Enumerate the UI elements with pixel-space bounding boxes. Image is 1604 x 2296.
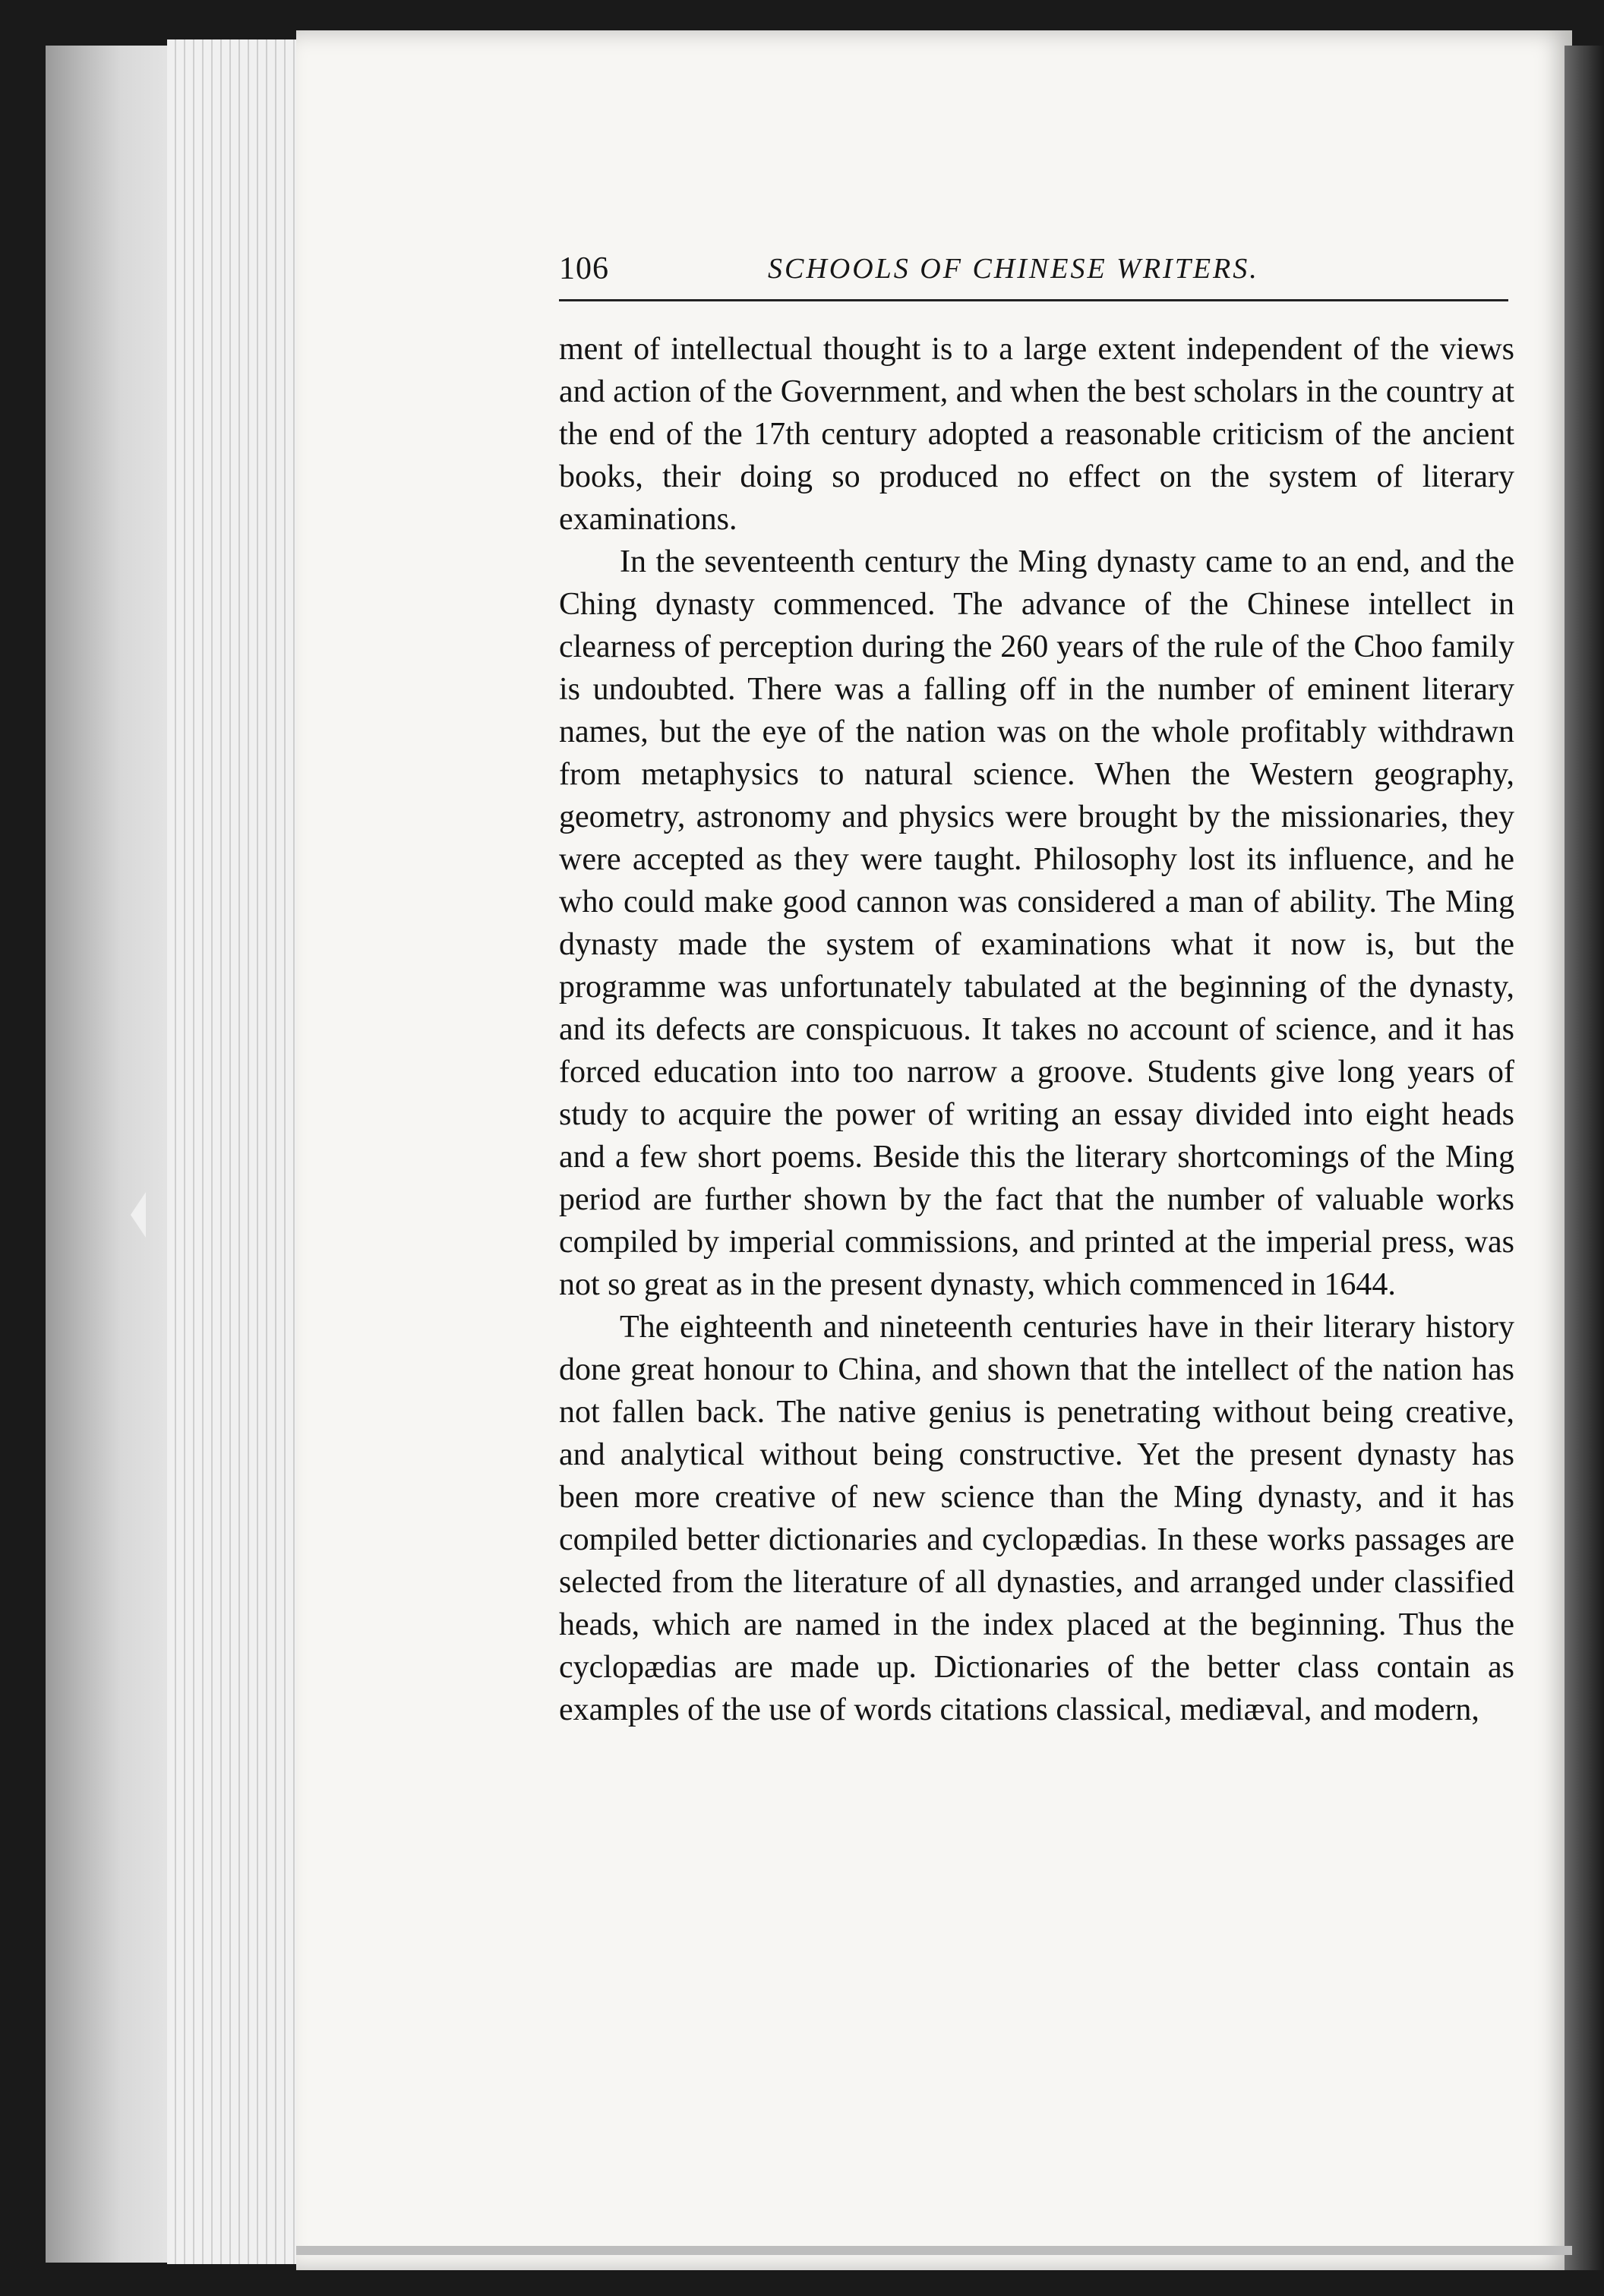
header-rule — [559, 299, 1508, 301]
page-bottom-edge — [296, 2246, 1572, 2255]
paragraph-1: ment of intellectual thought is to a large extent independent of the views and action of the Government, and when the best scholars in the country at the end of the 17th century adopted a reasonable criticism of the ancient books, their doing so produced no effect on the system of literary examinations. — [559, 332, 1514, 537]
running-head — [559, 241, 1507, 296]
paragraph-2: In the seventeenth century the Ming dynasty came to an end, and the Ching dynasty commenced. The advance of the Chinese intellect in clearness of perception during the 260 years of the rule of the Choo family is undoubted. There was a falling off in the number of eminent literary names, but the eye of the nation was on the whole profitably withdrawn from metaphysics to natural science. When the Western geography, geometry, astronomy and physics were brought by the missionaries, they were accepted as they were taught. Philosophy lost its influence, and he who could make good cannon was considered a man of ability. The Ming dynasty made the system of examinations what it now is, but the programme was unfortunately tabulated at the beginning of the dynasty, and its defects are conspicuous. It takes no account of science, and it has forced education into too narrow a groove. Students give long years of study to acquire the power of writing an essay divided into eight heads and a few short poems. Beside this the literary shortcomings of the Ming period are further shown by the fact that the number of valuable works compiled by imperial commissions, and printed at the imperial press, was not so great as in the present dynasty, which commenced in 1644. — [559, 544, 1514, 1302]
running-title: SCHOOLS OF CHINESE WRITERS. — [768, 253, 1259, 285]
body-text — [559, 328, 1514, 1731]
paragraph-3: The eighteenth and nineteenth centuries have in their literary history done great honour to China, and shown that the intellect of the nation has not fallen back. The native genius is penetrating without being creative, and analytical without being constructive. Yet the present dynasty has been more creative of new science than the Ming dynasty, and it has compiled better dictionaries and cyclopædias. In these works passages are selected from the literature of all dynasties, and arranged under classified heads, which are named in the index placed at the beginning. Thus the cyclopædias are made up. Dictionaries of the better class contain as examples of the use of words citations classical, mediæval, and modern, — [559, 1310, 1514, 1727]
gutter-shadow — [1565, 46, 1604, 2270]
page-number: 106 — [559, 251, 609, 286]
book-edge — [46, 46, 182, 2263]
